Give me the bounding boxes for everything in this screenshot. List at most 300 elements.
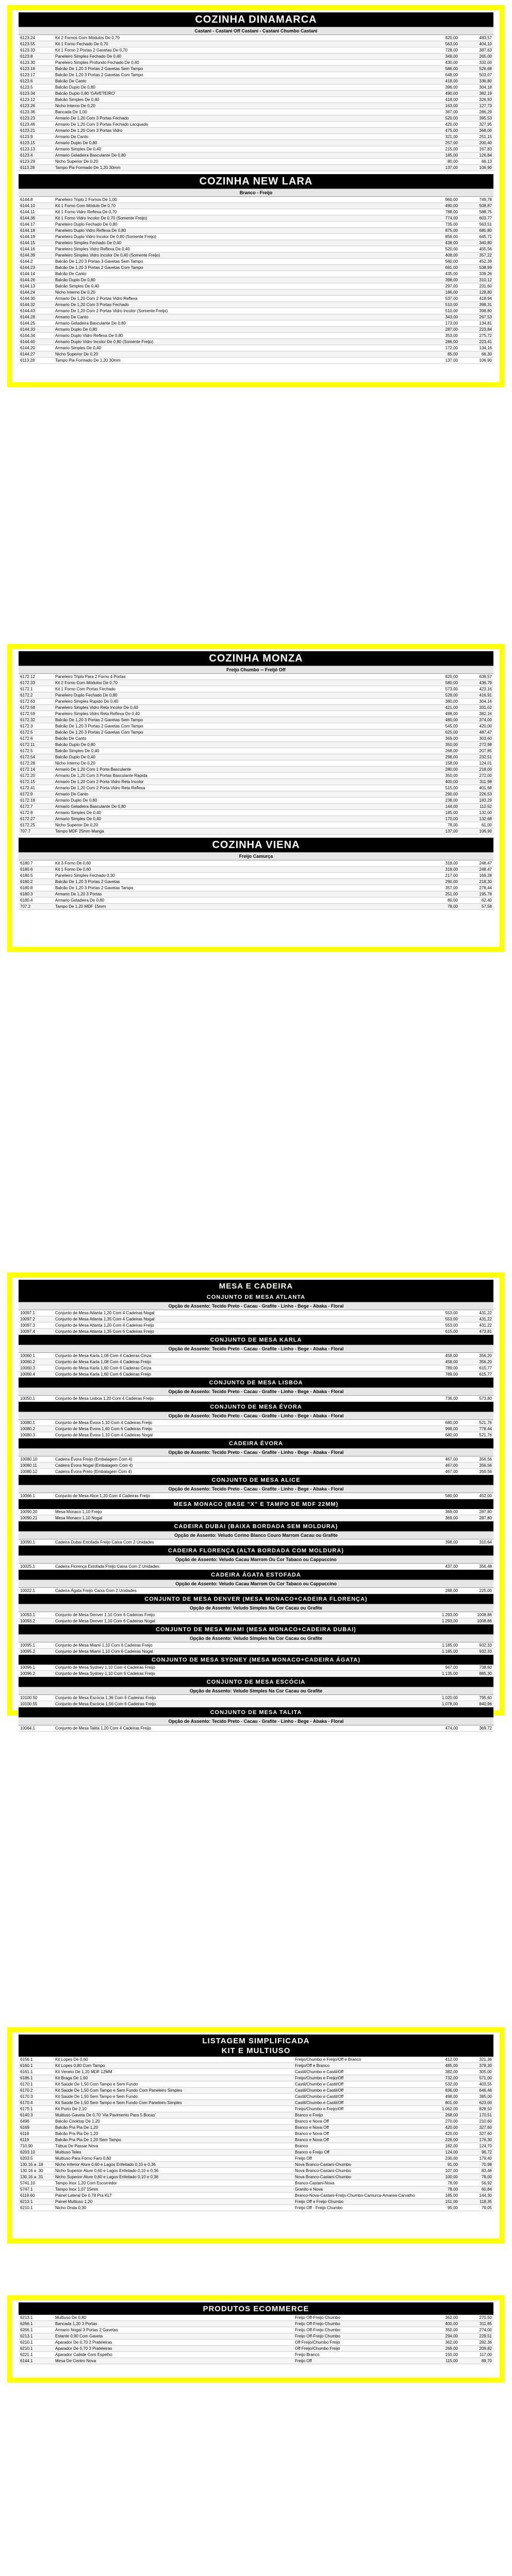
item-description: Balcão Duplo De 0,40 <box>54 754 425 760</box>
item-price: 625,00 <box>425 730 459 736</box>
item-code: 6186.1 <box>19 2075 54 2081</box>
item-description: Aparador De 0,70 2 Prateleiras <box>54 2340 293 2346</box>
item-price-discount: 251,15 <box>459 134 493 140</box>
item-price: 435,00 <box>425 271 459 277</box>
item-price-discount: 229,51 <box>459 2333 493 2340</box>
table-row <box>19 290 493 296</box>
table-row <box>19 215 493 222</box>
listagem-title-line2: KIT E MULTIUSO <box>221 2046 291 2055</box>
item-description: Tampo Pia Formado De 1,20 30mm <box>54 358 425 364</box>
table-row <box>19 773 493 779</box>
item-code: 6123.26 <box>19 103 54 109</box>
item-description: Armario De 1,20 Com 2 Portas Vidro Reflexa <box>54 296 425 302</box>
table-row <box>19 680 493 686</box>
table-row <box>19 822 493 828</box>
item-description: Paneleiro Duplo Fechado De 0,80 <box>54 692 425 699</box>
item-code: 10060.1 <box>19 1353 54 1359</box>
item-code: 6210.1 <box>19 2346 54 2352</box>
item-code: 6210.1 <box>19 2340 54 2346</box>
item-description: Cadeira Dubai Estofada Freijo Caixa Com 2 Unidades <box>54 1539 425 1546</box>
item-price-discount: 274,00 <box>459 2327 493 2333</box>
item-price-discount: 327,95 <box>459 122 493 128</box>
table-row <box>19 1359 493 1365</box>
table-row <box>19 345 493 351</box>
item-price: 217,00 <box>425 873 459 879</box>
item-price-discount: 452,39 <box>459 259 493 265</box>
item-description: Conjunto de Mesa Sydney 1,10 Com 4 Cadeiras Freijo <box>54 1665 425 1671</box>
subsection-table <box>19 1665 493 1677</box>
item-code: 6144.11 <box>19 209 54 215</box>
item-price-discount: 356,56 <box>459 1469 493 1475</box>
item-code: 707.2 <box>19 904 54 910</box>
item-description: Nicho Interno De 0,20 <box>54 103 425 109</box>
item-price: 280,00 <box>425 767 459 773</box>
subsection-title: CADEIRA ÁGATA ESTOFADA <box>19 1570 493 1580</box>
table-row <box>19 103 493 109</box>
table-row <box>19 860 493 867</box>
table-row <box>19 1509 493 1515</box>
item-price: 298,00 <box>425 754 459 760</box>
item-description: Conjunto de Mesa Karla 1,60 Com 6 Cadeiras Cinza <box>54 1365 425 1371</box>
table-listagem <box>19 2057 493 2211</box>
table-row <box>19 2131 493 2137</box>
item-price: 269,00 <box>425 2346 459 2352</box>
item-description: Kit Saúde De 1,50 Com Tampo e Sem Fundo <box>54 2081 293 2088</box>
item-price: 151,00 <box>425 2199 459 2205</box>
item-description: Bancada 1,20 3 Portas <box>54 2321 293 2327</box>
item-price-discount: 170,51 <box>459 2112 493 2119</box>
item-price: 515,00 <box>425 785 459 791</box>
item-price-discount: 331,02 <box>459 705 493 711</box>
item-price-discount: 382,19 <box>459 91 493 97</box>
item-code: 10097.2 <box>19 1316 54 1323</box>
item-code: 6144.39 <box>19 252 54 259</box>
item-code: 6144.20 <box>19 345 54 351</box>
table-row <box>19 60 493 66</box>
item-finish: Branco e Nova Off <box>293 2119 425 2125</box>
item-description: Kit Lopes 0,80 Com Tampo <box>54 2063 293 2069</box>
item-code: 130.16 a .18 <box>19 2162 54 2168</box>
item-price: 680,00 <box>425 1420 459 1426</box>
table-row <box>19 1432 493 1438</box>
sheet-tables-chairs <box>7 1273 505 1731</box>
section-title-listagem <box>19 2035 493 2057</box>
item-price-discount: 275,72 <box>459 333 493 339</box>
item-description: Cadeira Ágata Freijo Caixa Com 2 Unidades <box>54 1588 425 1594</box>
table-row <box>19 2143 493 2149</box>
item-finish: Freijo/Chumbo e Freijo/Off <box>293 2075 425 2081</box>
item-description: Kit 1 Forno De 0,60 <box>54 867 425 873</box>
table-row <box>19 203 493 209</box>
table-row <box>19 1493 493 1499</box>
item-price: 875,00 <box>425 228 459 234</box>
item-price-discount: 207,85 <box>459 748 493 754</box>
item-description: Cadeira Évora Nogal (Embalagem Com 4) <box>54 1463 425 1469</box>
table-row <box>19 358 493 364</box>
table-row <box>19 2106 493 2112</box>
item-price-discount: 639,57 <box>459 674 493 680</box>
item-price: 420,00 <box>425 2131 459 2137</box>
item-description: Armario Geladeira Basculante De 0,80 <box>54 804 425 810</box>
item-code: 6172.20 <box>19 773 54 779</box>
item-price-discount: 132,00 <box>459 810 493 816</box>
table-row <box>19 748 493 754</box>
subsection-table <box>19 1456 493 1475</box>
item-price-discount: 311,98 <box>459 779 493 785</box>
section-title-dinamarca: COZINHA DINAMARCA <box>19 12 493 27</box>
table-row <box>19 234 493 240</box>
item-price-discount: 404,10 <box>459 41 493 47</box>
item-finish: Branco-Castani-Nova <box>293 2180 425 2187</box>
item-code: 10095.1 <box>19 1642 54 1649</box>
item-description: Multiuso Gaveta De 0,70 'Via Pavimento Para 5 Bocas' <box>54 2112 293 2119</box>
item-description: Balcão Duplo De 0,80 <box>54 742 425 748</box>
table-row <box>19 810 493 816</box>
item-description: Balcão Duplo De 0,80 <box>54 277 425 283</box>
subsection-title: CONJUNTO DE MESA DENVER (MESA MONACO+CADEIRA FLORENÇA) <box>19 1594 493 1604</box>
subsection-table <box>19 1539 493 1546</box>
item-description: Paneleiro Simples Vidro Reflexa De 0,40 <box>54 246 425 252</box>
section-title-new-lara: COZINHA NEW LARA <box>19 174 493 189</box>
item-description: Armario De 1,20 Com 3 Portas Vidro <box>54 128 425 134</box>
table-row <box>19 798 493 804</box>
item-description: Kit Braga De 1,60 <box>54 2075 293 2081</box>
item-price: 788,00 <box>425 209 459 215</box>
item-price: 648,00 <box>425 72 459 78</box>
item-finish: Nova Branco-Castani-Chumbo <box>293 2174 425 2180</box>
item-price-discount: 223,41 <box>459 339 493 345</box>
subsection-subtitle: Opção de Assento: Tecido Preto - Cacau - Grafite - Linho - Bege - Abaka - Floral <box>19 1448 493 1456</box>
table-row <box>19 265 493 271</box>
item-code: 10093.2 <box>19 1618 54 1624</box>
table-row <box>19 2321 493 2327</box>
item-price: 774,00 <box>425 215 459 222</box>
table-row <box>19 1649 493 1655</box>
table-row <box>19 277 493 283</box>
item-code: 10097.4 <box>19 1329 54 1335</box>
table-row <box>19 2137 493 2143</box>
item-price: 408,00 <box>425 252 459 259</box>
item-code: 6172.7 <box>19 804 54 810</box>
item-code: 10050.1 <box>19 1396 54 1402</box>
item-code: 6123.8 <box>19 54 54 60</box>
item-description: Armario De 1,20 3 Portas <box>54 891 425 897</box>
item-price: 545,00 <box>425 723 459 730</box>
item-code: 10096.2 <box>19 1671 54 1677</box>
item-price: 474,00 <box>425 1725 459 1732</box>
table-row <box>19 674 493 680</box>
item-code: 10066.1 <box>19 1493 54 1499</box>
table-ecommerce <box>19 2315 493 2364</box>
item-code: 6123.55 <box>19 41 54 47</box>
item-price: 537,00 <box>425 296 459 302</box>
item-description: Kit 2 Forno Com Módulos De 0,70 <box>54 680 425 686</box>
item-description: Balcão De 1,20 3 Portas 2 Gavetas Sem Tampo <box>54 66 425 72</box>
table-row <box>19 686 493 692</box>
table-row <box>19 109 493 115</box>
table-row <box>19 879 493 885</box>
table-row <box>19 2100 493 2106</box>
item-description: Paneleiro Simples Fechado De 0,40 <box>54 240 425 246</box>
table-row <box>19 2205 493 2211</box>
item-price-discount: 311,85 <box>459 2321 493 2327</box>
item-code: 6144.14 <box>19 271 54 277</box>
item-code: 6123.13 <box>19 146 54 152</box>
item-code: 6172.59 <box>19 711 54 717</box>
subsection-subtitle: Opção de Assento: Veludo Simples Na Cor Cacau ou Grafite <box>19 1604 493 1612</box>
table-row <box>19 54 493 60</box>
item-description: Armario Simples De 0,40 <box>54 345 425 351</box>
item-description: Painel Lateral De 0,78 Pra KLT <box>54 2193 293 2199</box>
item-code: 6144.15 <box>19 240 54 246</box>
item-price: 498,00 <box>425 2094 459 2100</box>
table-row <box>19 1564 493 1570</box>
table-row <box>19 891 493 897</box>
item-price-discount: 144,30 <box>459 2193 493 2199</box>
item-code: 6144.26 <box>19 277 54 283</box>
item-price-discount: 356,20 <box>459 1353 493 1359</box>
item-description: Armario De Canto <box>54 134 425 140</box>
item-description: Armario De 1,20 Com 2 Portas Vidro Incolor (Somente Freijo) <box>54 308 425 314</box>
section-title-mesa-cadeira: MESA E CADEIRA <box>19 1280 493 1292</box>
item-price: 185,00 <box>425 2193 459 2199</box>
table-row <box>19 165 493 171</box>
subsection-table <box>19 1310 493 1335</box>
item-description: Armario De 1,20 Com 2 Porta Vidro Reta Reflexa <box>54 785 425 791</box>
item-price: 362,00 <box>425 2340 459 2346</box>
item-price: 318,00 <box>425 860 459 867</box>
item-code: 6144.19 <box>19 234 54 240</box>
item-description: Painel Multiuso 1,20 <box>54 2199 293 2205</box>
item-description: Nicho Superior De 0,20 <box>54 822 425 828</box>
item-price: 185,00 <box>425 810 459 816</box>
item-code: 6144.25 <box>19 320 54 327</box>
table-row <box>19 904 493 910</box>
item-price-discount: 795,60 <box>459 1695 493 1701</box>
item-price-discount: 932,33 <box>459 1642 493 1649</box>
item-price-discount: 405,56 <box>459 246 493 252</box>
item-price: 287,00 <box>425 327 459 333</box>
subsection-title: CONJUNTO DE MESA MIAMI (MESA MONACO+CADEIRA DUBAI) <box>19 1624 493 1634</box>
item-finish: Branco e Nova Off <box>293 2137 425 2143</box>
item-code: 6144.43 <box>19 308 54 314</box>
item-price: 270,00 <box>425 2119 459 2125</box>
item-price: 382,00 <box>425 2069 459 2075</box>
table-row <box>19 2119 493 2125</box>
item-price-discount: 339,26 <box>459 271 493 277</box>
item-price: 490,00 <box>425 203 459 209</box>
item-price-discount: 508,87 <box>459 203 493 209</box>
table-row <box>19 78 493 84</box>
item-code: 10090.1 <box>19 1539 54 1546</box>
item-code: 6161.1 <box>19 2069 54 2075</box>
item-price-discount: 503,07 <box>459 72 493 78</box>
table-row <box>19 736 493 742</box>
item-price: 421,00 <box>425 705 459 711</box>
item-description: Multiuso De 0,80 <box>54 2315 293 2321</box>
table-row <box>19 271 493 277</box>
item-description: Balcão De Canto <box>54 736 425 742</box>
table-row <box>19 1316 493 1323</box>
item-price: 100,00 <box>425 2174 459 2180</box>
table-row <box>19 2125 493 2131</box>
item-code: 6160.1 <box>19 2063 54 2069</box>
item-code: 6123.9 <box>19 134 54 140</box>
table-row <box>19 804 493 810</box>
item-description: Aparador De 0,70 3 Prateleiras <box>54 2346 293 2352</box>
item-description: Kit Porto De 2,10 <box>54 2106 293 2112</box>
item-code: 10060.3 <box>19 1365 54 1371</box>
item-description: Nicho Superior De 0,20 <box>54 159 425 165</box>
item-price: 238,00 <box>425 798 459 804</box>
item-code: 6172.54 <box>19 754 54 760</box>
table-row <box>19 1396 493 1402</box>
table-row <box>19 115 493 122</box>
subsection-table <box>19 1420 493 1438</box>
item-price-discount: 176,30 <box>459 2137 493 2143</box>
table-row <box>19 2081 493 2088</box>
item-price-discount: 571,00 <box>459 2075 493 2081</box>
table-row <box>19 717 493 723</box>
item-code: 6144.27 <box>19 351 54 358</box>
table-row <box>19 2156 493 2162</box>
table-row <box>19 134 493 140</box>
item-price-discount: 265,00 <box>459 54 493 60</box>
item-price-discount: 286,29 <box>459 109 493 115</box>
item-price: 1.135,00 <box>425 1671 459 1677</box>
item-description: Armario Duplo De 0,80 <box>54 140 425 146</box>
item-price-discount: 124,70 <box>459 2143 493 2149</box>
item-price-discount: 356,20 <box>459 1359 493 1365</box>
item-price: 580,00 <box>425 1493 459 1499</box>
item-description: Balcão Pra Pia De 1,20 <box>54 2131 293 2137</box>
item-price-discount: 278,44 <box>459 885 493 891</box>
item-description: Conjunto de Mesa Karla 1,60 Com 6 Cadeiras Freijo <box>54 1371 425 1378</box>
subsection-subtitle: Opção de Assento: Veludo Cacau Marrom Ou Cor Tabaco ou Cappuccino <box>19 1555 493 1564</box>
table-row <box>19 314 493 320</box>
item-price-discount: 304,16 <box>459 699 493 705</box>
item-code: 6123.33 <box>19 47 54 54</box>
item-price: 1.062,00 <box>425 2106 459 2112</box>
table-row <box>19 2063 493 2069</box>
item-description: Armario Duplo De 0,80 <box>54 798 425 804</box>
item-price-discount: 128,80 <box>459 290 493 296</box>
item-description: Paneleiro Duplo Fechado De 0,80 <box>54 222 425 228</box>
item-price: 820,00 <box>425 35 459 41</box>
item-description: Kit 3 Forno De 0,60 <box>54 860 425 867</box>
item-code: 6172.28 <box>19 760 54 767</box>
item-description: Paneleiro Triplo Para 2 Forno 4 Portas <box>54 674 425 680</box>
item-code: 6170.2 <box>19 2088 54 2094</box>
item-code: 6172.58 <box>19 705 54 711</box>
item-price: 115,00 <box>425 2358 459 2364</box>
table-row <box>19 1671 493 1677</box>
item-price-discount: 487,47 <box>459 730 493 736</box>
table-row <box>19 1371 493 1378</box>
item-price-discount: 106,90 <box>459 165 493 171</box>
item-description: Kit 1 Forno Fechado De 0,70 <box>54 41 425 47</box>
table-row <box>19 339 493 345</box>
item-price-discount: 169,28 <box>459 873 493 879</box>
item-description: Conjunto de Mesa Évora 1,10 Com 4 Cadeiras Nogal <box>54 1432 425 1438</box>
item-price: 369,00 <box>425 1509 459 1515</box>
item-description: Balcão De 1,20 3 Portas 2 Gavetas Com Tampo <box>54 723 425 730</box>
item-price-discount: 60,84 <box>459 2187 493 2193</box>
item-code: 6144.34 <box>19 333 54 339</box>
item-price-discount: 378,30 <box>459 2063 493 2069</box>
item-code: 10064.1 <box>19 1725 54 1732</box>
item-code: 6144.28 <box>19 314 54 320</box>
item-price: 458,00 <box>425 1353 459 1359</box>
sheet-simplified-list <box>7 2027 505 2244</box>
table-row <box>19 754 493 760</box>
item-description: Tábua De Passar Nova <box>54 2143 293 2149</box>
item-description: Balcão Pra Pia De 1,20 <box>54 2125 293 2131</box>
item-price-discount: 1008,86 <box>459 1618 493 1624</box>
item-price-discount: 382,16 <box>459 711 493 717</box>
item-price: 586,00 <box>425 66 459 72</box>
item-price-discount: 603,77 <box>459 215 493 222</box>
item-code: 6169 <box>19 2125 54 2131</box>
item-price-discount: 387,63 <box>459 47 493 54</box>
item-price-discount: 267,53 <box>459 314 493 320</box>
item-price-discount: 96,72 <box>459 2149 493 2156</box>
item-price: 367,00 <box>425 109 459 115</box>
item-code: 6140.3 <box>19 2112 54 2119</box>
item-price-discount: 588,75 <box>459 209 493 215</box>
listagem-title-line1: LISTAGEM SIMPLIFICADA <box>202 2037 310 2045</box>
item-finish: Branco e Nova Off <box>293 2131 425 2137</box>
item-price-discount: 106,90 <box>459 828 493 835</box>
table-row <box>19 302 493 308</box>
item-description: Tampo Inox 1,20 Com Escorredor <box>54 2180 293 2187</box>
item-description: Conjunto de Mesa Denver 1,10 Com 6 Cadeiras Freijo <box>54 1612 425 1618</box>
item-code: 6123.6 <box>19 78 54 84</box>
item-code: 6118 <box>19 2131 54 2137</box>
subsection-subtitle: Opção de Assento: Tecido Preto - Cacau - Grafite - Linho - Bege - Abaka - Floral <box>19 1717 493 1725</box>
item-price: 268,00 <box>425 2112 459 2119</box>
item-price: 1.185,00 <box>425 1642 459 1649</box>
item-price: 230,00 <box>425 2156 459 2162</box>
table-row <box>19 308 493 314</box>
item-price-discount: 70,98 <box>459 2162 493 2168</box>
item-finish: Granito e Nova <box>293 2187 425 2193</box>
table-row <box>19 897 493 904</box>
section-subtitle-dinamarca: Castani - Castani Off Castani - Castani Chumbo Castani <box>19 27 493 35</box>
subsection-subtitle: Opção de Assento: Veludo Simples Na Cor Cacau ou Grafite <box>19 1634 493 1642</box>
item-price: 398,00 <box>425 277 459 283</box>
item-price-discount: 287,80 <box>459 1509 493 1515</box>
item-price-discount: 200,40 <box>459 140 493 146</box>
item-description: Kit 1 Forno Vidro Reflexa De 0,70 <box>54 209 425 215</box>
item-price: 960,00 <box>425 197 459 203</box>
item-price: 520,00 <box>425 115 459 122</box>
table-row <box>19 320 493 327</box>
item-description: Balcão De 1,20 3 Portas 2 Gavetas Com Tampo <box>54 265 425 271</box>
item-price: 510,00 <box>425 308 459 314</box>
item-price-discount: 134,81 <box>459 320 493 327</box>
item-finish: Castil/Chumbo e Castil/Off <box>293 2069 425 2075</box>
item-description: Conjunto de Mesa Atlanta 1,35 Com 4 Cadeiras Nogal <box>54 1316 425 1323</box>
subsection-table <box>19 1642 493 1655</box>
item-description: Balcão De 1,20 3 Portas 2 Gavetas Tampo <box>54 885 425 891</box>
item-code: 6172.9 <box>19 791 54 798</box>
item-finish: Freijo Off-Freijo Chumbo <box>293 2333 425 2340</box>
item-finish: Freijo/Chumbo e Freijo/Off <box>293 2106 425 2112</box>
table-row <box>19 2358 493 2364</box>
item-price: 485,00 <box>425 2063 459 2069</box>
item-price: 80,00 <box>425 897 459 904</box>
